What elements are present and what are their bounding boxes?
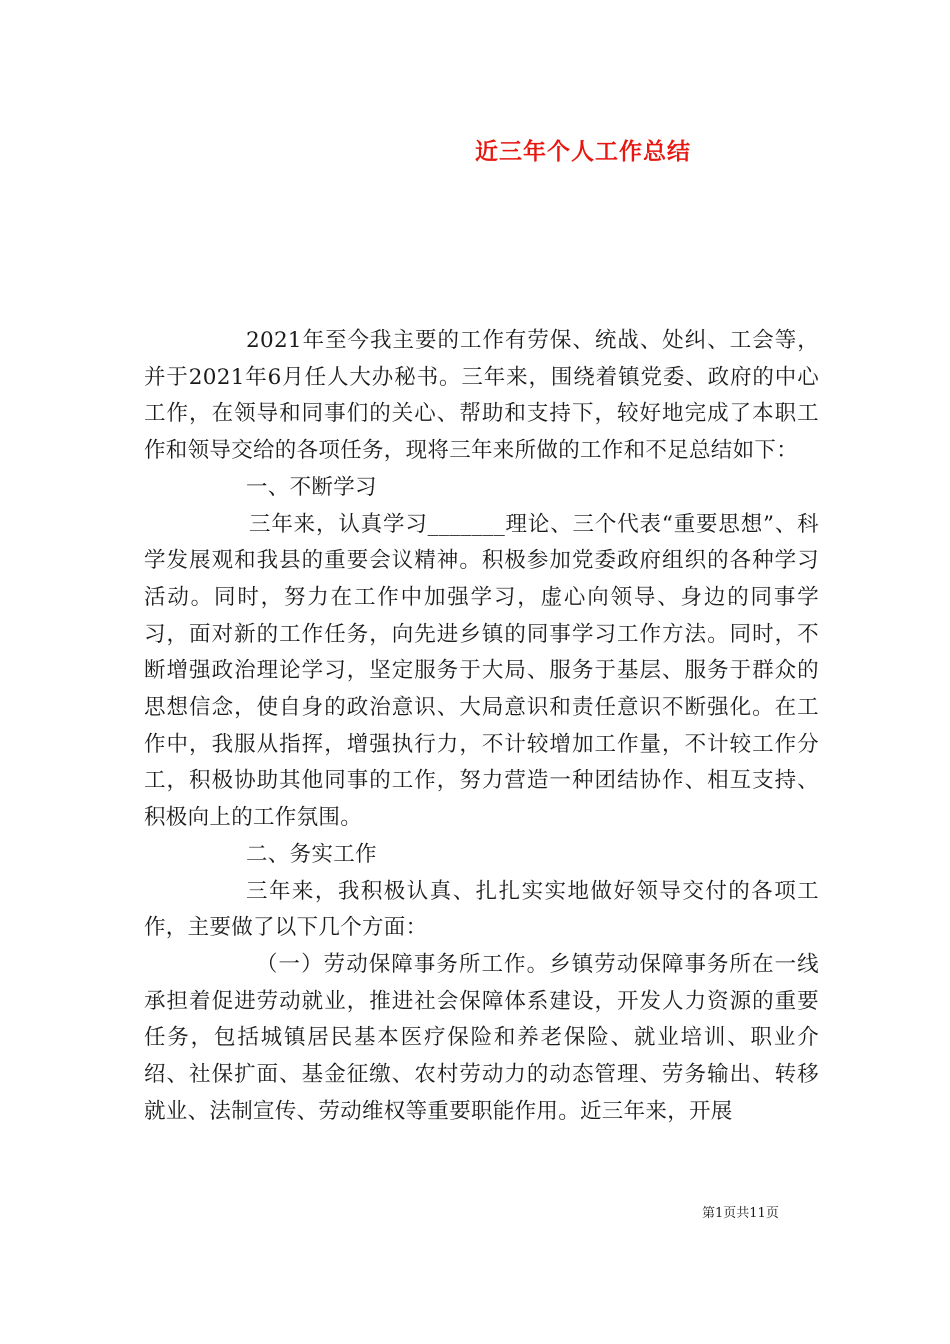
intro-paragraph: 2021年至今我主要的工作有劳保、统战、处纠、工会等，并于2021年6月任人大办秘书。三年来，围绕着镇党委、政府的中心工作，在领导和同事们的关心、帮助和支持下，较好地完成了本职工作和领导交给的各项任务，现将三年来所做的工作和不足总结如下： <box>144 328 819 464</box>
learning-paragraph: 三年来，认真学习_______理论、三个代表“重要思想”、科学发展观和我县的重要会议精神。积极参加党委政府组织的各种学习活动。同时，努力在工作中加强学习，虚心向领导、身边的同事学习，面对新的工作任务，向先进乡镇的同事学习工作方法。同时，不断增强政治理论学习，坚定服务于大局、服务于基层、服务于群众的思想信念，使自身的政治意识、大局意识和责任意识不断强化。在工作中，我服从指挥，增强执行力，不计较增加工作量，不计较工作分工，积极协助其他同事的工作，努力营造一种团结协作、相互支持、积极向上的工作氛围。 <box>144 511 819 831</box>
document-title: 近三年个人工作总结 <box>475 139 691 165</box>
document-body <box>144 323 819 1130</box>
work-paragraph: 三年来，我积极认真、扎扎实实地做好领导交付的各项工作，主要做了以下几个方面： <box>144 878 819 941</box>
labor-office-paragraph: （一）劳动保障事务所工作。乡镇劳动保障事务所在一线承担着促进劳动就业，推进社会保障体系建设，开发人力资源的重要任务，包括城镇居民基本医疗保险和养老保险、就业培训、职业介绍、社保扩面、基金征缴、农村劳动力的动态管理、劳务输出、转移就业、法制宣传、劳动维权等重要职能作用。近三年来，开展 <box>144 951 819 1124</box>
page-number-footer: 第1页共11页 <box>702 1206 779 1221</box>
section-heading-learning: 一、不断学习 <box>246 474 377 500</box>
section-heading-work: 二、务实工作 <box>246 841 377 867</box>
